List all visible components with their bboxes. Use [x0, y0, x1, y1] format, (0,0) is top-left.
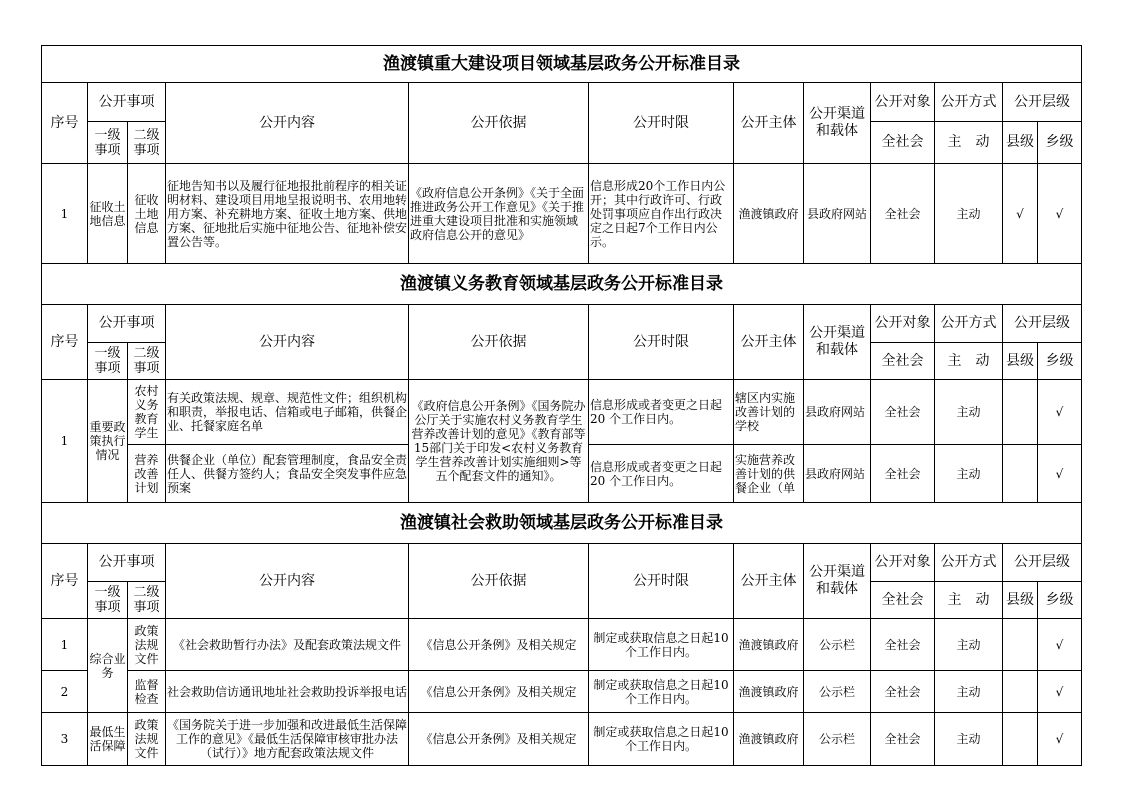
row-basis: 《政府信息公开条例》《关于全面推进政务公开工作意见》《关于推进重大建设项目批准和实施领域政府信息公开的意见》: [409, 164, 589, 264]
row-level2: 监督检查: [128, 671, 166, 713]
header-content: 公开内容: [166, 305, 409, 380]
row-time: 制定或获取信息之日起10个工作日内。: [589, 671, 734, 713]
row-basis: 《信息公开条例》及相关规定: [409, 671, 589, 713]
row-town: √: [1038, 380, 1082, 445]
row-target: 全社会: [871, 164, 935, 264]
row-level2: 政策法规文件: [128, 619, 166, 671]
header-mode: 公开方式: [935, 305, 1003, 343]
header-target-sub: 全社会: [871, 582, 935, 619]
header-target-sub: 全社会: [871, 122, 935, 164]
row-no: 1: [42, 164, 88, 264]
header-town: 乡级: [1038, 343, 1082, 380]
header-mode-sub: 主 动: [935, 122, 1003, 164]
row-level2: 农村义务教育学生: [128, 380, 166, 445]
row-subject: 渔渡镇政府: [734, 671, 804, 713]
header-county: 县级: [1003, 122, 1038, 164]
header-town: 乡级: [1038, 582, 1082, 619]
header-mode: 公开方式: [935, 544, 1003, 582]
header-basis: 公开依据: [409, 305, 589, 380]
row-town: √: [1038, 713, 1082, 766]
row-basis: 《信息公开条例》及相关规定: [409, 619, 589, 671]
header-subject: 公开主体: [734, 544, 804, 619]
row-level1: 重要政策执行情况: [88, 380, 128, 503]
header-no: 序号: [42, 83, 88, 164]
row-county: [1003, 713, 1038, 766]
row-subject: 辖区内实施改善计划的学校: [734, 380, 804, 445]
header-county: 县级: [1003, 582, 1038, 619]
header-item: 公开事项: [88, 305, 166, 343]
table-row: [42, 380, 1082, 445]
row-level1: 最低生活保障: [88, 713, 128, 766]
row-target: 全社会: [871, 380, 935, 445]
row-level2: 征收土地信息: [128, 164, 166, 264]
row-town: √: [1038, 619, 1082, 671]
row-content: 征地告知书以及履行征地报批前程序的相关证明材料、建设项目用地呈报说明书、农用地转用方案、补充耕地方案、征收土地方案、供地方案、征地批后实施中征地公告、征地补偿安置公告等。: [166, 164, 409, 264]
header-subject: 公开主体: [734, 305, 804, 380]
header-mode-sub: 主 动: [935, 582, 1003, 619]
table-row: [42, 671, 1082, 713]
header-content: 公开内容: [166, 83, 409, 164]
row-subject: 渔渡镇政府: [734, 619, 804, 671]
header-subject: 公开主体: [734, 83, 804, 164]
row-time: 制定或获取信息之日起10个工作日内。: [589, 713, 734, 766]
header-level2: 二级事项: [128, 122, 166, 164]
row-target: 全社会: [871, 445, 935, 503]
row-level2: 营养改善计划: [128, 445, 166, 503]
row-time: 制定或获取信息之日起10个工作日内。: [589, 619, 734, 671]
section-title: 渔渡镇重大建设项目领域基层政务公开标准目录: [42, 46, 1082, 83]
row-channel: 县政府网站: [804, 380, 871, 445]
catalog-table: [41, 45, 1082, 766]
table-row: [42, 619, 1082, 671]
header-item: 公开事项: [88, 544, 166, 582]
row-county: [1003, 619, 1038, 671]
row-level2: 政策法规文件: [128, 713, 166, 766]
row-no: 2: [42, 671, 88, 713]
header-time: 公开时限: [589, 305, 734, 380]
row-time: 信息形成或者变更之日起20 个工作日内。: [589, 445, 734, 503]
header-mode: 公开方式: [935, 83, 1003, 122]
row-content: 《国务院关于进一步加强和改进最低生活保障工作的意见》《最低生活保障审核审批办法（试行）》地方配套政策法规文件: [166, 713, 409, 766]
row-content: 社会救助信访通讯地址社会救助投诉举报电话: [166, 671, 409, 713]
table-row: [42, 164, 1082, 264]
row-subject: 渔渡镇政府: [734, 164, 804, 264]
header-channel: 公开渠道和载体: [804, 305, 871, 380]
row-target: 全社会: [871, 713, 935, 766]
header-level1: 一级事项: [88, 582, 128, 619]
row-mode: 主动: [935, 380, 1003, 445]
row-channel: 公示栏: [804, 671, 871, 713]
header-town: 乡级: [1038, 122, 1082, 164]
header-county: 县级: [1003, 343, 1038, 380]
header-basis: 公开依据: [409, 544, 589, 619]
row-basis: 《信息公开条例》及相关规定: [409, 713, 589, 766]
header-target: 公开对象: [871, 305, 935, 343]
header-layer: 公开层级: [1003, 83, 1082, 122]
header-no: 序号: [42, 544, 88, 619]
row-mode: 主动: [935, 671, 1003, 713]
row-county: [1003, 445, 1038, 503]
header-channel: 公开渠道和载体: [804, 83, 871, 164]
row-town: √: [1038, 671, 1082, 713]
row-target: 全社会: [871, 671, 935, 713]
row-subject: 实施营养改善计划的供餐企业（单: [734, 445, 804, 503]
row-mode: 主动: [935, 619, 1003, 671]
row-level1: 综合业务: [88, 619, 128, 713]
row-channel: 公示栏: [804, 619, 871, 671]
header-level2: 二级事项: [128, 582, 166, 619]
row-county: √: [1003, 164, 1038, 264]
row-channel: 县政府网站: [804, 445, 871, 503]
row-mode: 主动: [935, 713, 1003, 766]
header-content: 公开内容: [166, 544, 409, 619]
row-content: 有关政策法规、规章、规范性文件；组织机构和职责，举报电话、信箱或电子邮箱，供餐企业、托餐家庭名单: [166, 380, 409, 445]
header-time: 公开时限: [589, 544, 734, 619]
header-target: 公开对象: [871, 83, 935, 122]
header-basis: 公开依据: [409, 83, 589, 164]
row-channel: 县政府网站: [804, 164, 871, 264]
section-title: 渔渡镇社会救助领域基层政务公开标准目录: [42, 503, 1082, 544]
header-target-sub: 全社会: [871, 343, 935, 380]
row-mode: 主动: [935, 164, 1003, 264]
row-time: 信息形成20个工作日内公开；其中行政许可、行政处罚事项应自作出行政决定之日起7个工作日内公示。: [589, 164, 734, 264]
row-target: 全社会: [871, 619, 935, 671]
header-channel: 公开渠道和载体: [804, 544, 871, 619]
row-content: 供餐企业（单位）配套管理制度，食品安全责任人、供餐方签约人；食品安全突发事件应急预案: [166, 445, 409, 503]
row-town: √: [1038, 164, 1082, 264]
row-basis: 《政府信息公开条例》《国务院办公厅关于实施农村义务教育学生营养改善计划的意见》《教育部等15部门关于印发<农村义务教育学生营养改善计划实施细则>等五个配套文件的通知》。: [409, 380, 589, 503]
header-layer: 公开层级: [1003, 544, 1082, 582]
header-target: 公开对象: [871, 544, 935, 582]
row-no: 1: [42, 619, 88, 671]
row-content: 《社会救助暂行办法》及配套政策法规文件: [166, 619, 409, 671]
table-row: [42, 713, 1082, 766]
row-subject: 渔渡镇政府: [734, 713, 804, 766]
row-time: 信息形成或者变更之日起20 个工作日内。: [589, 380, 734, 445]
header-level1: 一级事项: [88, 343, 128, 380]
header-layer: 公开层级: [1003, 305, 1082, 343]
row-channel: 公示栏: [804, 713, 871, 766]
section-title: 渔渡镇义务教育领域基层政务公开标准目录: [42, 264, 1082, 305]
header-item: 公开事项: [88, 83, 166, 122]
row-no: 3: [42, 713, 88, 766]
header-level2: 二级事项: [128, 343, 166, 380]
header-no: 序号: [42, 305, 88, 380]
header-level1: 一级事项: [88, 122, 128, 164]
header-mode-sub: 主 动: [935, 343, 1003, 380]
row-county: [1003, 671, 1038, 713]
row-mode: 主动: [935, 445, 1003, 503]
row-town: √: [1038, 445, 1082, 503]
row-county: [1003, 380, 1038, 445]
row-level1: 征收土地信息: [88, 164, 128, 264]
row-no: 1: [42, 380, 88, 503]
header-time: 公开时限: [589, 83, 734, 164]
